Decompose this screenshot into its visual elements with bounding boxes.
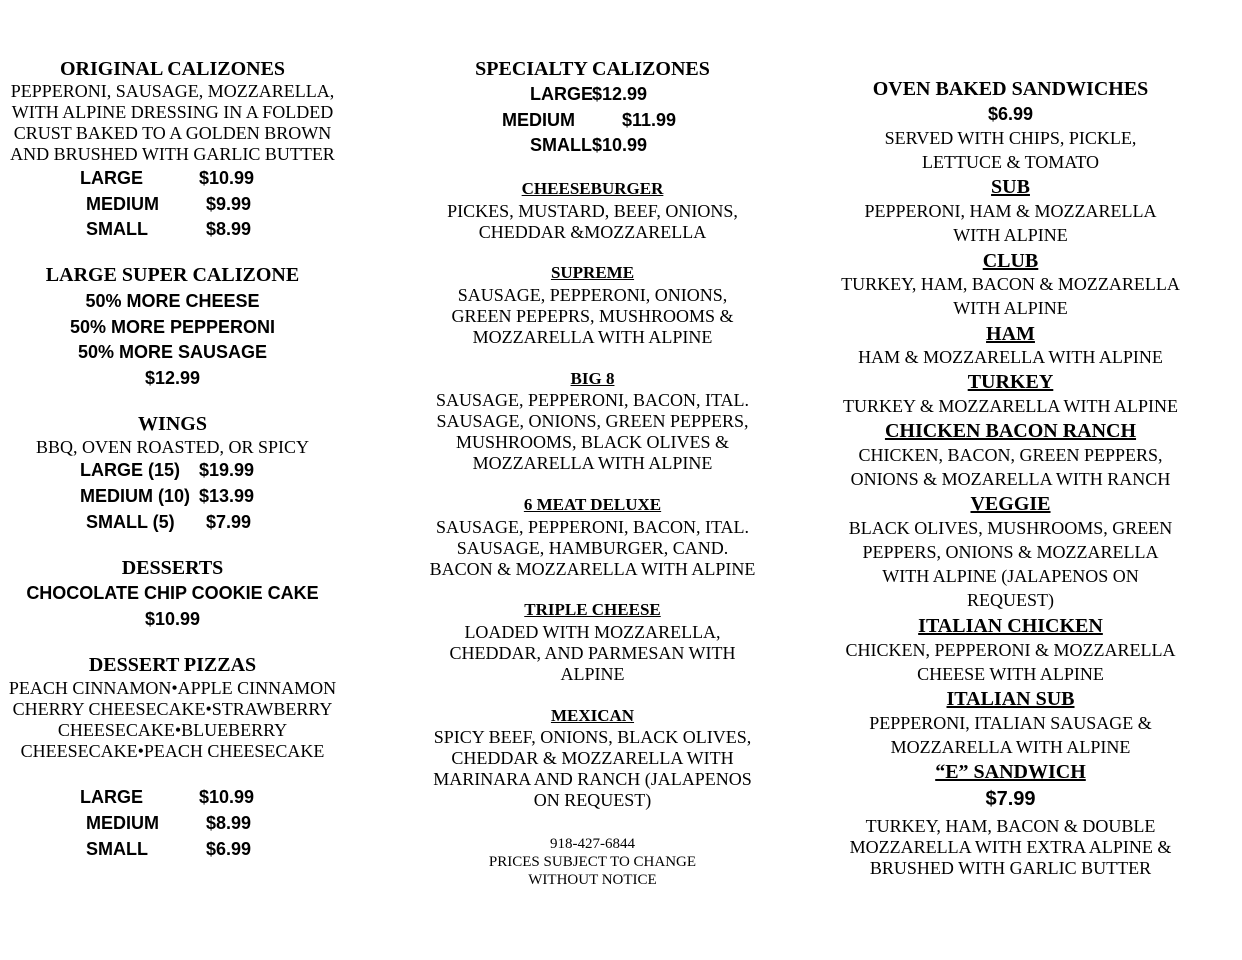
original-calizones-desc-line: PEPPERONI, SAUSAGE, MOZZARELLA, — [10, 81, 335, 101]
item-desc-line: PEPPERONI, ITALIAN SAUSAGE & — [869, 713, 1152, 733]
phone-number: 918-427-6844 — [550, 836, 635, 852]
item-desc-line: CHEESE WITH ALPINE — [917, 664, 1104, 684]
item-desc-line: TURKEY, HAM, BACON & DOUBLE — [865, 816, 1156, 836]
original-calizones-heading: ORIGINAL CALIZONES — [59, 58, 286, 80]
item-desc-line: TURKEY, HAM, BACON & MOZZARELLA — [841, 274, 1180, 294]
dessert-pizzas-desc-line: CHEESECAKE•PEACH CHEESECAKE — [20, 741, 325, 761]
item-name-chicken-bacon-ranch: CHICKEN BACON RANCH — [884, 420, 1137, 442]
dessert-pizzas-desc-line: PEACH CINNAMON•APPLE CINNAMON — [8, 678, 337, 698]
price-value: $19.99 — [199, 460, 255, 480]
size-label: LARGE (15) — [80, 460, 181, 480]
item-desc-line: CHEDDAR & MOZZARELLA WITH — [451, 748, 734, 768]
super-line: 50% MORE CHEESE — [85, 291, 260, 311]
item-desc-line: REQUEST) — [967, 590, 1054, 610]
desserts-heading: DESSERTS — [121, 557, 224, 579]
size-label: LARGE — [530, 84, 593, 104]
size-label: LARGE — [80, 168, 143, 188]
item-desc-line: TURKEY & MOZZARELLA WITH ALPINE — [843, 396, 1178, 416]
item-desc-line: ON REQUEST) — [533, 790, 652, 810]
item-desc-line: GREEN PEPEPRS, MUSHROOMS & — [451, 306, 734, 326]
item-name-triple-cheese: TRIPLE CHEESE — [524, 600, 661, 619]
price-value: $6.99 — [206, 839, 252, 859]
super-line: 50% MORE SAUSAGE — [77, 342, 268, 362]
dessert-price: $10.99 — [144, 609, 201, 629]
price-notice-line: PRICES SUBJECT TO CHANGE — [488, 854, 697, 870]
item-desc-line: SAUSAGE, PEPPERONI, BACON, ITAL. — [435, 517, 750, 537]
price-value: $10.99 — [199, 168, 255, 188]
super-price: $12.99 — [144, 368, 201, 388]
wings-heading: WINGS — [138, 413, 207, 435]
price-value: $8.99 — [206, 813, 252, 833]
size-label: SMALL (5) — [86, 512, 175, 532]
e-sandwich-price: $7.99 — [985, 788, 1036, 810]
size-label: SMALL — [86, 839, 148, 859]
item-desc-line: SAUSAGE, ONIONS, GREEN PEPPERS, — [436, 411, 749, 431]
price-value: $11.99 — [622, 110, 677, 130]
served-with-line: SERVED WITH CHIPS, PICKLE, — [884, 128, 1137, 148]
price-value: $13.99 — [199, 486, 255, 506]
size-label: MEDIUM — [86, 813, 159, 833]
super-line: 50% MORE PEPPERONI — [69, 317, 276, 337]
item-desc-line: HAM & MOZZARELLA WITH ALPINE — [858, 347, 1163, 367]
item-name-italian-sub: ITALIAN SUB — [946, 688, 1075, 710]
dessert-pizzas-desc-line: CHERRY CHEESECAKE•STRAWBERRY — [12, 699, 333, 719]
price-value: $9.99 — [206, 194, 252, 214]
price-notice-line: WITHOUT NOTICE — [528, 872, 657, 888]
menu-column-middle — [425, 0, 760, 960]
price-value: $10.99 — [199, 787, 255, 807]
specialty-calizones-heading: SPECIALTY CALIZONES — [475, 58, 710, 80]
item-desc-line: CHICKEN, BACON, GREEN PEPPERS, — [858, 445, 1163, 465]
size-label: SMALL — [86, 219, 148, 239]
large-super-calizone-heading: LARGE SUPER CALIZONE — [45, 264, 300, 286]
item-name-turkey: TURKEY — [967, 371, 1054, 393]
price-value: $8.99 — [206, 219, 252, 239]
item-desc-line: ONIONS & MOZARELLA WITH RANCH — [850, 469, 1171, 489]
original-calizones-desc-line: WITH ALPINE DRESSING IN A FOLDED — [11, 102, 334, 122]
item-desc-line: SPICY BEEF, ONIONS, BLACK OLIVES, — [433, 727, 752, 747]
item-desc-line: WITH ALPINE — [953, 225, 1068, 245]
item-desc-line: LOADED WITH MOZZARELLA, — [464, 622, 721, 642]
item-desc-line: PEPPERONI, HAM & MOZZARELLA — [864, 201, 1157, 221]
item-name-big-8: BIG 8 — [570, 369, 615, 388]
item-desc-line: WITH ALPINE — [953, 298, 1068, 318]
item-desc-line: CHEDDAR, AND PARMESAN WITH — [449, 643, 736, 663]
wings-desc: BBQ, OVEN ROASTED, OR SPICY — [35, 437, 310, 457]
item-desc-line: BRUSHED WITH GARLIC BUTTER — [869, 858, 1152, 878]
item-desc-line: MOZZARELLA WITH EXTRA ALPINE & — [849, 837, 1172, 857]
item-desc-line: MOZZARELLA WITH ALPINE — [890, 737, 1131, 757]
item-name-mexican: MEXICAN — [550, 706, 635, 725]
item-desc-line: SAUSAGE, PEPPERONI, BACON, ITAL. — [435, 390, 750, 410]
item-desc-line: PEPPERS, ONIONS & MOZZARELLA — [862, 542, 1159, 562]
item-desc-line: WITH ALPINE (JALAPENOS ON — [882, 566, 1139, 586]
price-value: $12.99 — [592, 84, 648, 104]
item-desc-line: PICKES, MUSTARD, BEEF, ONIONS, — [447, 201, 738, 221]
item-desc-line: CHICKEN, PEPPERONI & MOZZARELLA — [845, 640, 1176, 660]
original-calizones-desc-line: CRUST BAKED TO A GOLDEN BROWN — [13, 123, 332, 143]
dessert-pizzas-heading: DESSERT PIZZAS — [88, 654, 257, 676]
item-name-supreme: SUPREME — [550, 263, 635, 282]
item-desc-line: BLACK OLIVES, MUSHROOMS, GREEN — [848, 518, 1173, 538]
item-name-italian-chicken: ITALIAN CHICKEN — [918, 615, 1103, 637]
size-label: MEDIUM — [86, 194, 159, 214]
price-value: $10.99 — [592, 135, 648, 155]
size-label: LARGE — [80, 787, 143, 807]
oven-baked-sandwiches-heading: OVEN BAKED SANDWICHES — [872, 78, 1149, 100]
item-desc-line: MOZZARELLA WITH ALPINE — [472, 327, 713, 347]
item-desc-line: MOZZARELLA WITH ALPINE — [472, 453, 713, 473]
menu-column-right — [838, 0, 1183, 960]
price-value: $7.99 — [206, 512, 252, 532]
original-calizones-desc-line: AND BRUSHED WITH GARLIC BUTTER — [10, 144, 335, 164]
dessert-item: CHOCOLATE CHIP COOKIE CAKE — [26, 583, 319, 603]
served-with-line: LETTUCE & TOMATO — [921, 152, 1099, 172]
size-label: SMALL — [530, 135, 592, 155]
size-label: MEDIUM (10) — [80, 486, 191, 506]
item-desc-line: SAUSAGE, HAMBURGER, CAND. — [456, 538, 729, 558]
sandwich-price: $6.99 — [987, 104, 1034, 124]
item-desc-line: BACON & MOZZARELLA WITH ALPINE — [429, 559, 756, 579]
item-name-6-meat-deluxe: 6 MEAT DELUXE — [523, 495, 662, 514]
item-name-club: CLUB — [982, 250, 1039, 272]
item-desc-line: CHEDDAR &MOZZARELLA — [478, 222, 707, 242]
size-label: MEDIUM — [502, 110, 575, 130]
item-desc-line: MARINARA AND RANCH (JALAPENOS — [433, 769, 752, 789]
item-name-ham: HAM — [986, 323, 1035, 345]
item-name-sub: SUB — [991, 176, 1030, 198]
item-desc-line: MUSHROOMS, BLACK OLIVES & — [455, 432, 730, 452]
item-name-veggie: VEGGIE — [970, 493, 1051, 515]
menu-column-left — [0, 0, 345, 960]
item-desc-line: ALPINE — [560, 664, 625, 684]
item-name-cheeseburger: CHEESEBURGER — [521, 179, 664, 198]
item-desc-line: SAUSAGE, PEPPERONI, ONIONS, — [457, 285, 728, 305]
item-name-e-sandwich: “E” SANDWICH — [935, 761, 1086, 783]
dessert-pizzas-desc-line: CHEESECAKE•BLUEBERRY — [57, 720, 288, 740]
